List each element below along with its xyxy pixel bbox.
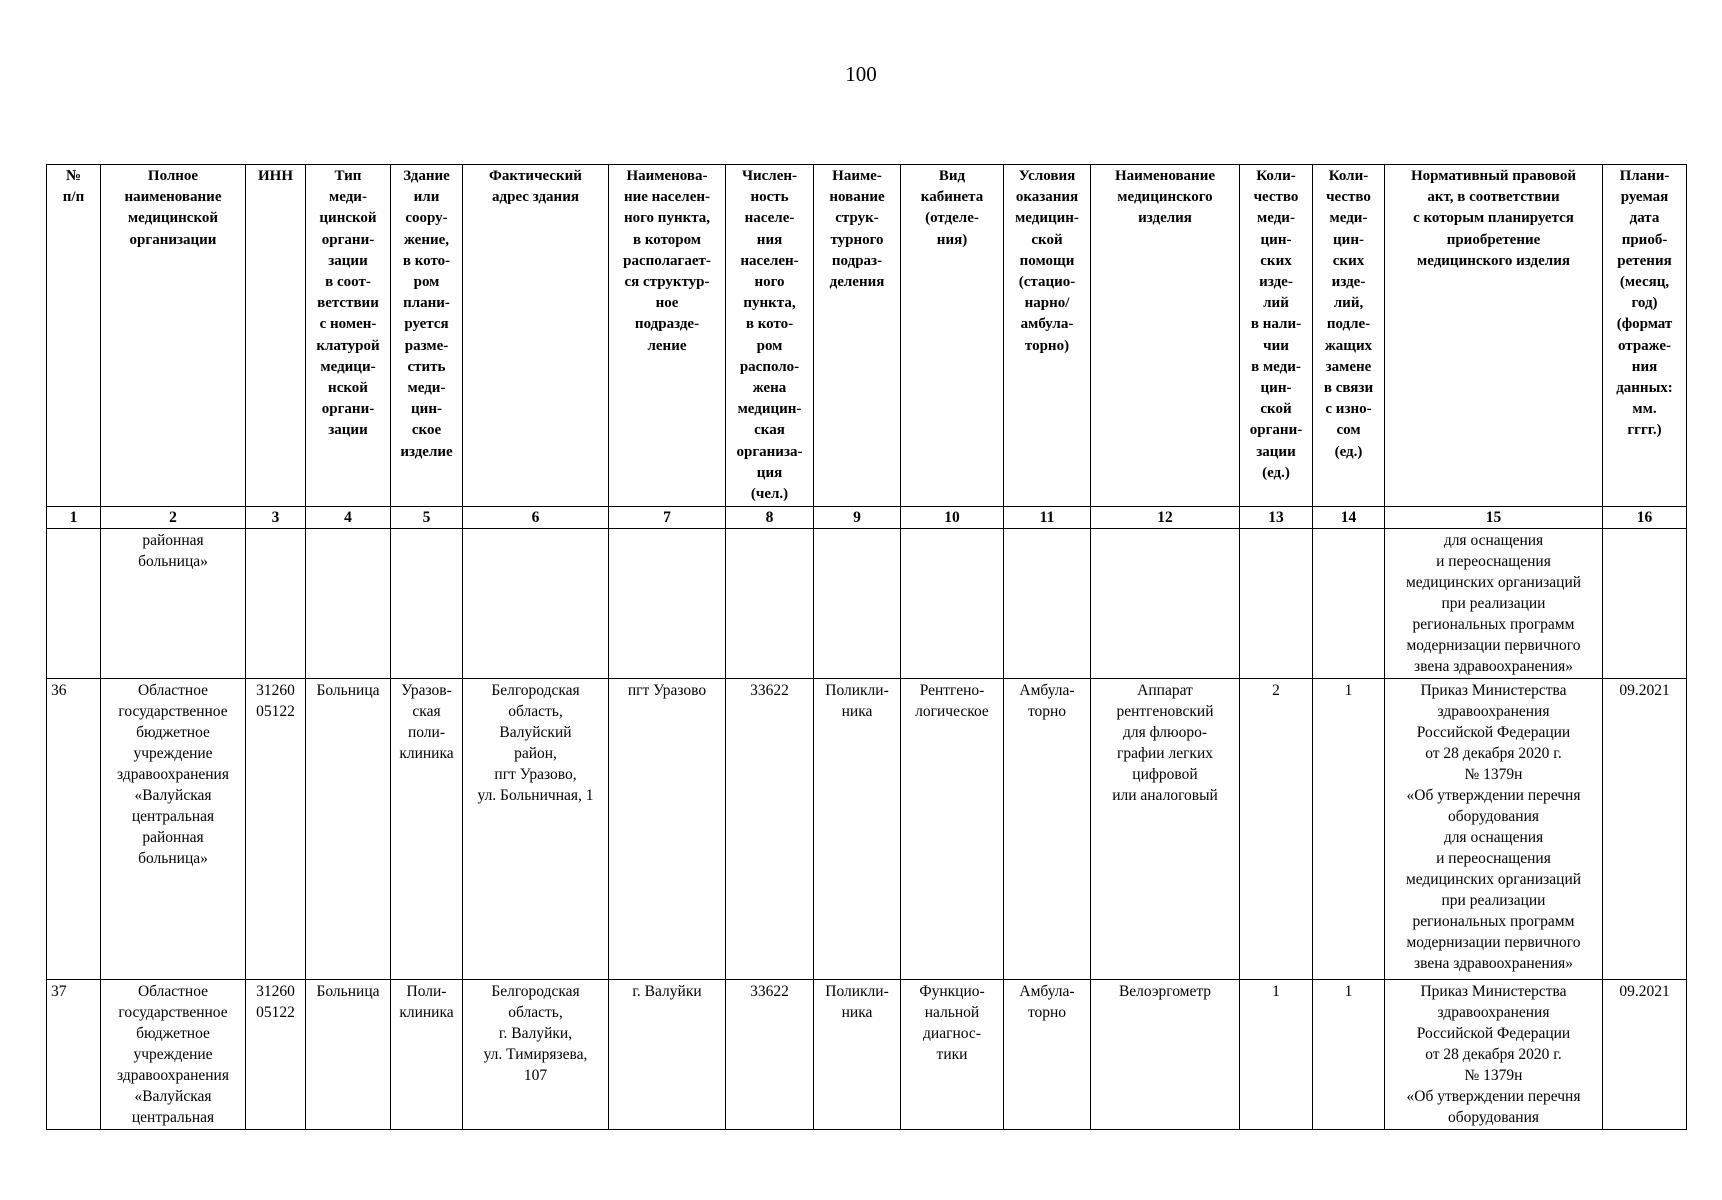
column-number: 13 xyxy=(1240,507,1313,529)
cell-org-type: Больница xyxy=(306,679,391,980)
cell-purchase-date xyxy=(1603,529,1687,679)
column-number: 1 xyxy=(47,507,101,529)
column-number: 10 xyxy=(901,507,1004,529)
column-number: 9 xyxy=(814,507,901,529)
table-header-row xyxy=(47,165,1687,507)
page-number: 100 xyxy=(845,62,877,86)
cell-device-name xyxy=(1091,529,1240,679)
cell-population: 33622 xyxy=(726,980,814,1130)
cell-count-available: 1 xyxy=(1240,980,1313,1130)
cell-number: 36 xyxy=(47,679,101,980)
header-cell-population: Числен- ность населе- ния населен- ного пункта, в кото- ром располо- жена медицин- ская организа- ция (чел.) xyxy=(726,165,814,507)
cell-care-conditions xyxy=(1004,529,1091,679)
column-number: 4 xyxy=(306,507,391,529)
cell-subdivision xyxy=(814,529,901,679)
cell-settlement xyxy=(609,529,726,679)
cell-building: Уразов- ская поли- клиника xyxy=(391,679,463,980)
cell-number: 37 xyxy=(47,980,101,1130)
header-cell-count-replace: Коли- чество меди- цин- ских изде- лий, подле- жащих замене в связи с изно- сом (ед.) xyxy=(1313,165,1385,507)
cell-inn: 31260 05122 xyxy=(246,679,306,980)
cell-org-name: Областное государственное бюджетное учреждение здравоохранения «Валуйская центральная xyxy=(101,980,246,1130)
cell-org-type xyxy=(306,529,391,679)
cell-purchase-date: 09.2021 xyxy=(1603,679,1687,980)
header-cell-org-name: Полное наименование медицинской организации xyxy=(101,165,246,507)
cell-org-name: Областное государственное бюджетное учреждение здравоохранения «Валуйская центральная районная больница» xyxy=(101,679,246,980)
column-number: 5 xyxy=(391,507,463,529)
cell-purchase-date: 09.2021 xyxy=(1603,980,1687,1130)
cell-care-conditions: Амбула- торно xyxy=(1004,679,1091,980)
cell-org-type: Больница xyxy=(306,980,391,1130)
column-number: 7 xyxy=(609,507,726,529)
cell-count-replace: 1 xyxy=(1313,980,1385,1130)
column-number: 6 xyxy=(463,507,609,529)
cell-org-name: районная больница» xyxy=(101,529,246,679)
header-cell-inn: ИНН xyxy=(246,165,306,507)
cell-cabinet-type: Рентгено- логическое xyxy=(901,679,1004,980)
cell-address: Белгородская область, Валуйский район, пгт Уразово, ул. Больничная, 1 xyxy=(463,679,609,980)
header-cell-building: Здание или соору- жение, в кото- ром плани- руется разме- стить меди- цин- ское изделие xyxy=(391,165,463,507)
cell-settlement: г. Валуйки xyxy=(609,980,726,1130)
cell-address xyxy=(463,529,609,679)
header-cell-org-type: Тип меди- цинской органи- зации в соот- ветствии с номен- клатурой медици- нской органи- зации xyxy=(306,165,391,507)
table-row xyxy=(47,980,1687,1130)
header-cell-number: № п/п xyxy=(47,165,101,507)
equipment-table xyxy=(46,164,1687,1130)
cell-legal-act: Приказ Министерства здравоохранения Российской Федерации от 28 декабря 2020 г. № 1379н «Об утверждении перечня оборудования для оснащения и переоснащения медицинских организаций при реализации региональных программ модернизации первичного звена здравоохранения» xyxy=(1385,679,1603,980)
header-cell-purchase-date: Плани- руемая дата приоб- ретения (месяц, год) (формат отраже- ния данных: мм. гггг.) xyxy=(1603,165,1687,507)
cell-legal-act: Приказ Министерства здравоохранения Российской Федерации от 28 декабря 2020 г. № 1379н «Об утверждении перечня оборудования xyxy=(1385,980,1603,1130)
cell-subdivision: Поликли- ника xyxy=(814,679,901,980)
cell-inn xyxy=(246,529,306,679)
header-cell-legal-act: Нормативный правовой акт, в соответствии с которым планируется приобретение медицинского изделия xyxy=(1385,165,1603,507)
column-number: 11 xyxy=(1004,507,1091,529)
header-cell-count-available: Коли- чество меди- цин- ских изде- лий в нали- чии в меди- цин- ской органи- зации (ед.) xyxy=(1240,165,1313,507)
cell-legal-act: для оснащения и переоснащения медицинских организаций при реализации региональных программ модернизации первичного звена здравоохранения» xyxy=(1385,529,1603,679)
column-number: 8 xyxy=(726,507,814,529)
cell-count-replace: 1 xyxy=(1313,679,1385,980)
cell-address: Белгородская область, г. Валуйки, ул. Тимирязева, 107 xyxy=(463,980,609,1130)
cell-count-available xyxy=(1240,529,1313,679)
cell-care-conditions: Амбула- торно xyxy=(1004,980,1091,1130)
cell-population xyxy=(726,529,814,679)
cell-count-available: 2 xyxy=(1240,679,1313,980)
cell-device-name: Аппарат рентгеновский для флюоро- графии легких цифровой или аналоговый xyxy=(1091,679,1240,980)
column-number: 2 xyxy=(101,507,246,529)
cell-cabinet-type xyxy=(901,529,1004,679)
cell-population: 33622 xyxy=(726,679,814,980)
cell-device-name: Велоэргометр xyxy=(1091,980,1240,1130)
column-number: 14 xyxy=(1313,507,1385,529)
column-number: 12 xyxy=(1091,507,1240,529)
cell-cabinet-type: Функцио- нальной диагнос- тики xyxy=(901,980,1004,1130)
header-cell-settlement: Наименова- ние населен- ного пункта, в котором располагает- ся структур- ное подразде- ление xyxy=(609,165,726,507)
table-row xyxy=(47,529,1687,679)
table-row xyxy=(47,679,1687,980)
cell-settlement: пгт Уразово xyxy=(609,679,726,980)
column-number: 3 xyxy=(246,507,306,529)
cell-building: Поли- клиника xyxy=(391,980,463,1130)
column-number: 16 xyxy=(1603,507,1687,529)
cell-building xyxy=(391,529,463,679)
cell-count-replace xyxy=(1313,529,1385,679)
header-cell-subdivision: Наиме- нование струк- турного подраз- деления xyxy=(814,165,901,507)
cell-number xyxy=(47,529,101,679)
header-cell-device-name: Наименование медицинского изделия xyxy=(1091,165,1240,507)
header-cell-care-conditions: Условия оказания медицин- ской помощи (стацио- нарно/ амбула- торно) xyxy=(1004,165,1091,507)
column-number-row xyxy=(47,507,1687,529)
header-cell-address: Фактический адрес здания xyxy=(463,165,609,507)
column-number: 15 xyxy=(1385,507,1603,529)
cell-inn: 31260 05122 xyxy=(246,980,306,1130)
header-cell-cabinet-type: Вид кабинета (отделе- ния) xyxy=(901,165,1004,507)
cell-subdivision: Поликли- ника xyxy=(814,980,901,1130)
